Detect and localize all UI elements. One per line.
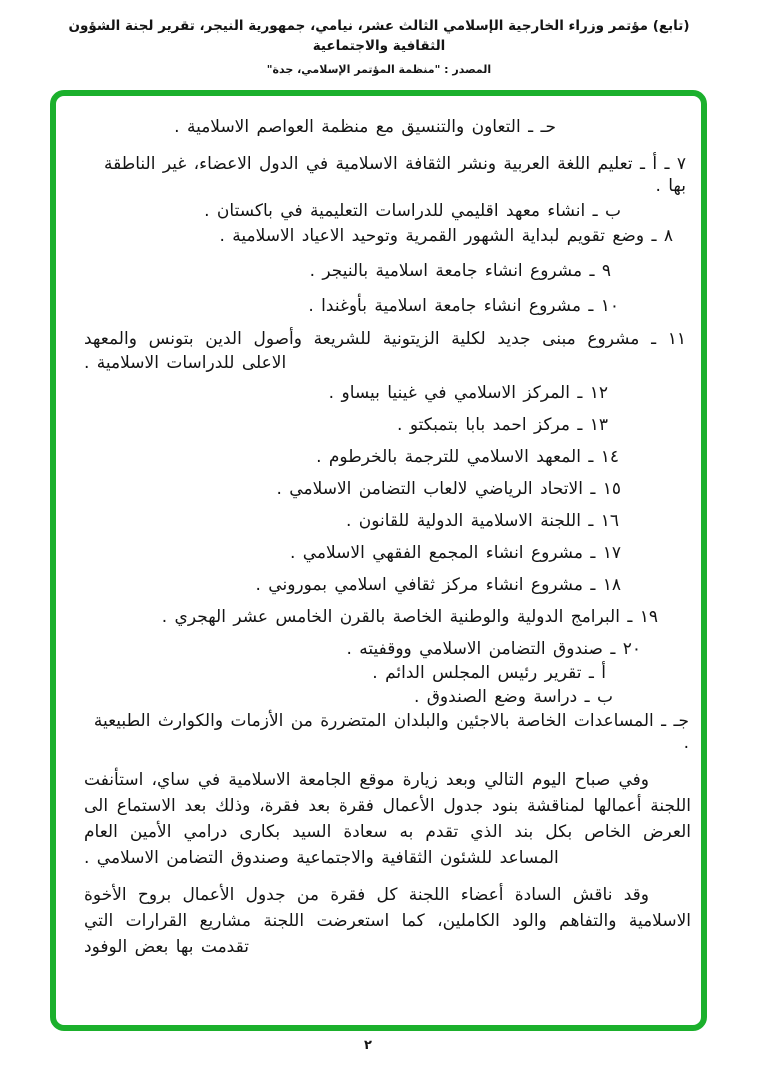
document-line: ١٠ ـ مشروع انشاء جامعة اسلامية بأوغندا .: [308, 296, 619, 316]
document-line: ب ـ انشاء معهد اقليمي للدراسات التعليمية في باكستان .: [204, 201, 621, 221]
document-line: ٩ ـ مشروع انشاء جامعة اسلامية بالنيجر .: [309, 261, 611, 281]
paragraph: وفي صباح اليوم التالي وبعد زيارة موقع الجامعة الاسلامية في ساي، استأنفت اللجنة أعمالها لمناقشة بنود جدول الأعمال فقرة بعد فقرة، وذلك بعد الاستماع الى العرض الخاص بكل بند الذي تقدم به سعادة السيد بكارى درامي الأمين العام المساعد للشئون الثقافية والاجتماعية وصندوق التضامن الاسلامي .: [84, 770, 691, 868]
page-header: [40, 16, 718, 76]
document-line: ١٦ ـ اللجنة الاسلامية الدولية للقانون .: [345, 511, 619, 531]
document-frame: [50, 90, 707, 1031]
document-line: ١٥ ـ الاتحاد الرياضي لالعاب التضامن الاسلامي .: [276, 479, 621, 499]
document-line: ١٢ ـ المركز الاسلامي في غينيا بيساو .: [328, 383, 608, 403]
document-line: حـ ـ التعاون والتنسيق مع منظمة العواصم الاسلامية .: [174, 117, 556, 137]
page-number: ٢: [364, 1038, 372, 1053]
document-line: ١٤ ـ المعهد الاسلامي للترجمة بالخرطوم .: [316, 447, 619, 467]
document-line: ٢٠ ـ صندوق التضامن الاسلامي ووقفيته .: [346, 639, 641, 659]
document-line: ١٩ ـ البرامج الدولية والوطنية الخاصة بالقرن الخامس عشر الهجري .: [161, 607, 658, 627]
document-line: ٨ ـ وضع تقويم لبداية الشهور القمرية وتوحيد الاعياد الاسلامية .: [219, 226, 673, 246]
document-line: جـ ـ المساعدات الخاصة بالاجئين والبلدان المتضررة من الأزمات والكوارث الطبيعية .: [93, 711, 689, 753]
document-line: ب ـ دراسة وضع الصندوق .: [413, 687, 613, 707]
paragraph: وقد ناقش السادة أعضاء اللجنة كل فقرة من جدول الأعمال بروح الأخوة الاسلامية والتفاهم والود الكاملين، كما استعرضت اللجنة مشاريع القرارات التي تقدمت بها بعض الوفود: [84, 885, 691, 957]
document-line: أ ـ تقرير رئيس المجلس الدائم .: [372, 663, 606, 683]
document-line: ١٧ ـ مشروع انشاء المجمع الفقهي الاسلامي .: [289, 543, 621, 563]
header-source-line: المصدر : "منظمة المؤتمر الإسلامي، جدة": [266, 63, 492, 76]
header-title: (تابع) مؤتمر وزراء الخارجية الإسلامي الثالث عشر، نيامي، جمهورية النيجر، تقرير لجنة الشؤون الثقافية والاجتماعية: [68, 18, 690, 54]
document-line: ١٨ ـ مشروع انشاء مركز ثقافي اسلامي بموروني .: [255, 575, 621, 595]
document-line: ٧ ـ أ ـ تعليم اللغة العربية ونشر الثقافة الاسلامية في الدول الاعضاء، غير الناطقة بها .: [104, 154, 686, 196]
document-line: ١١ ـ مشروع مبنى جديد لكلية الزيتونية للشريعة وأصول الدين بتونس والمعهد الاعلى للدراسات الاسلامية .: [84, 329, 686, 373]
document-line: ١٣ ـ مركز احمد بابا بتمبكتو .: [397, 415, 608, 435]
